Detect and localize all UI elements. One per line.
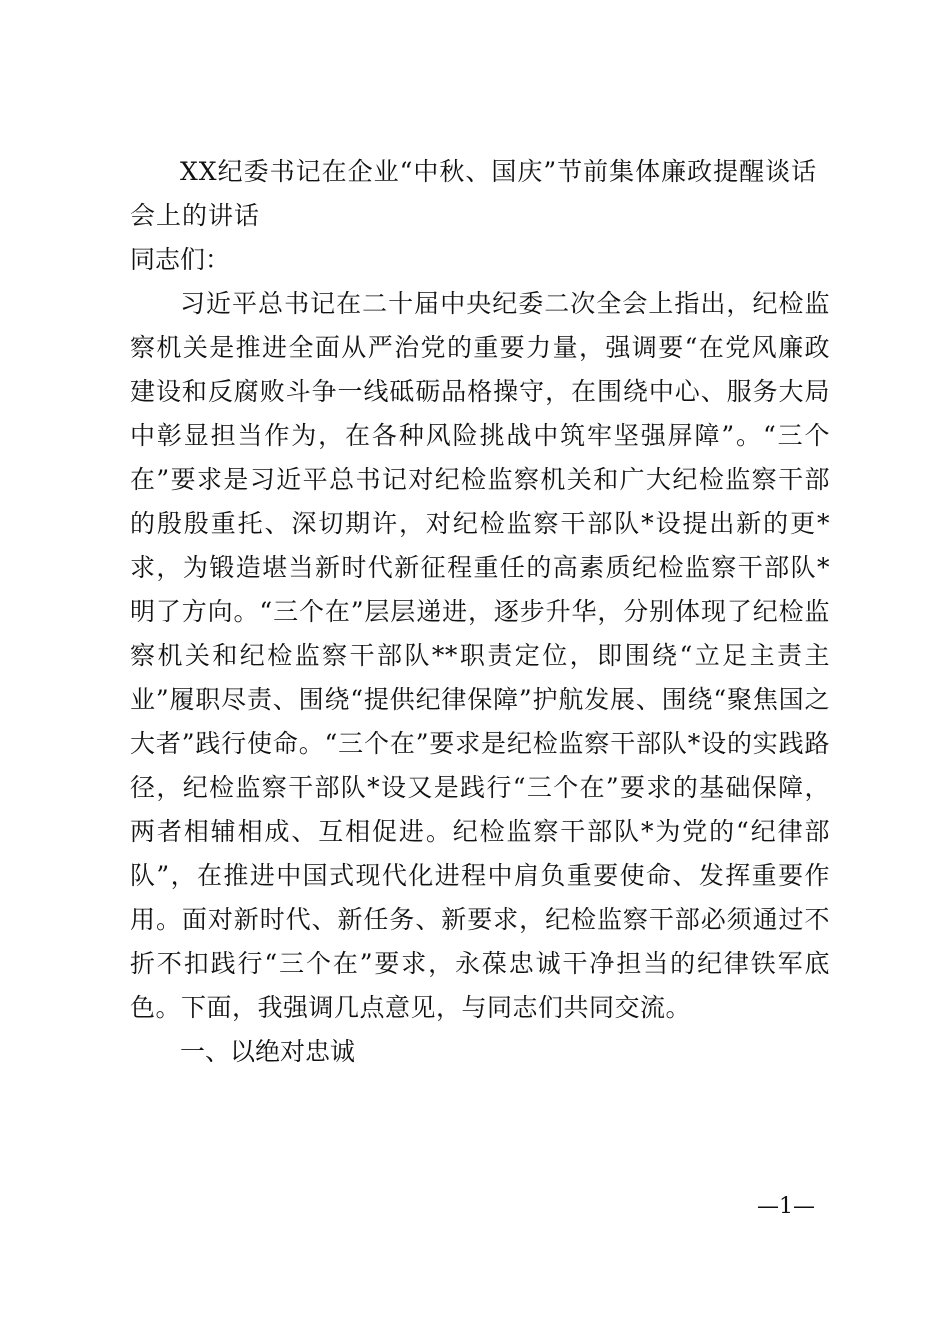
section-heading: 一、以绝对忠诚: [180, 1037, 356, 1066]
salutation: 同志们：: [130, 245, 231, 274]
body-paragraph: 习近平总书记在二十届中央纪委二次全会上指出，纪检监察机关是推进全面从严治党的重要力量，强调要“在党风廉政建设和反腐败斗争一线砥砺品格操守，在围绕中心、服务大局中彰显担当作为，在各种风险挑战中筑牢坚强屏障”。“三个在”要求是习近平总书记对纪检监察机关和广大纪检监察干部的殷殷重托、深切期许，对纪检监察干部队*设提出新的更*求，为锻造堪当新时代新征程重任的高素质纪检监察干部队*明了方向。“三个在”层层递进，逐步升华，分别体现了纪检监察机关和纪检监察干部队**职责定位，即围绕“立足主责主业”履职尽责、围绕“提供纪律保障”护航发展、围绕“聚焦国之大者”践行使命。“三个在”要求是纪检监察干部队*设的实践路径，纪检监察干部队*设又是践行“三个在”要求的基础保障，两者相辅相成、互相促进。纪检监察干部队*为党的“纪律部队”，在推进中国式现代化进程中肩负重要使命、发挥重要作用。面对新时代、新任务、新要求，纪检监察干部必须通过不折不扣践行“三个在”要求，永葆忠诚干净担当的纪律铁军底色。下面，我强调几点意见，与同志们共同交流。: [130, 289, 830, 1022]
document-title: XX纪委书记在企业“中秋、国庆”节前集体廉政提醒谈话会上的讲话: [130, 157, 818, 230]
page-number: —1—: [757, 1194, 815, 1219]
document-page: [130, 150, 830, 1074]
